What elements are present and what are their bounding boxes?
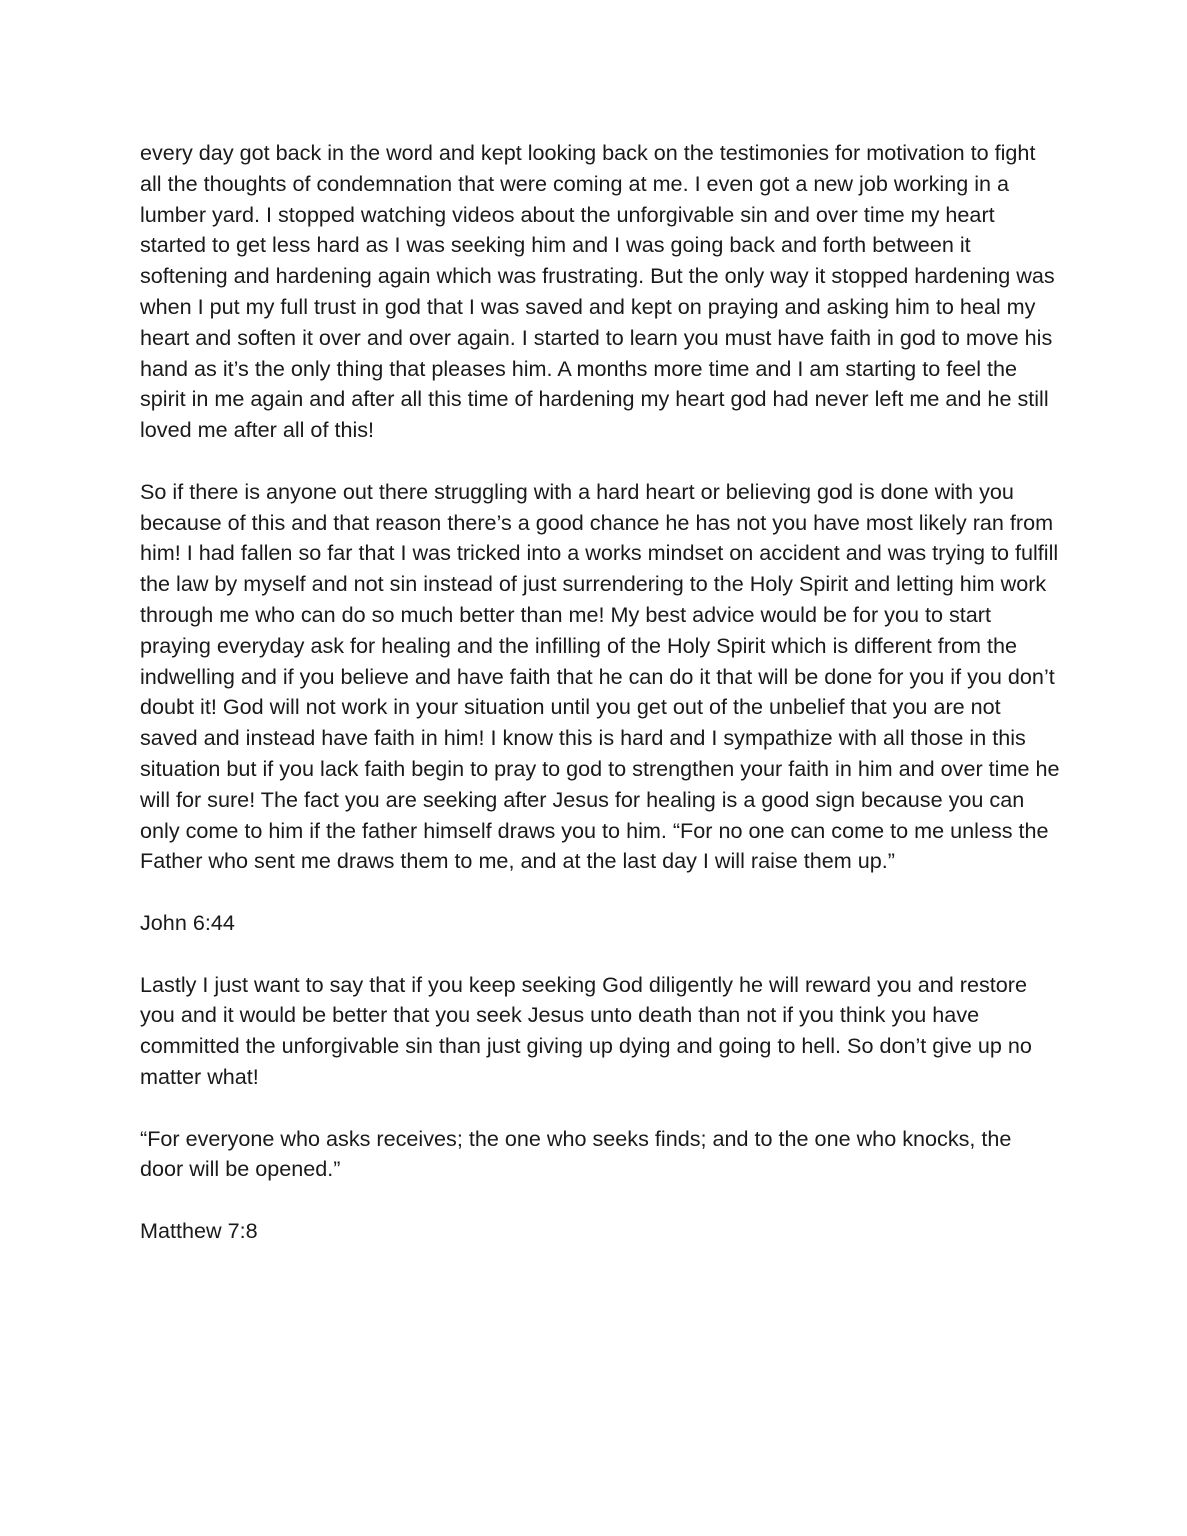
scripture-reference-john: John 6:44: [140, 909, 235, 935]
paragraph-advice: So if there is anyone out there struggling with a hard heart or believing god is done with you because of this and that reason there’s a good chance he has not you have most likely ran from him! I had fallen so far that I was tricked into a works mindset on accident and was trying to fulfill the law by myself and not sin instead of just surrendering to the Holy Spirit and letting him work through me who can do so much better than me! My best advice would be for you to start praying everyday ask for healing and the infilling of the Holy Spirit which is different from the indwelling and if you believe and have faith that he can do it that will be done for you if you don’t doubt it! God will not work in your situation until you get out of the unbelief that you are not saved and instead have faith in him! I know this is hard and I sympathize with all those in this situation but if you lack faith begin to pray to god to strengthen your faith in him and over time he will for sure! The fact you are seeking after Jesus for healing is a good sign because you can only come to him if the father himself draws you to him. “For no one can come to me unless the Father who sent me draws them to me, and at the last day I will raise them up.”: [140, 478, 1060, 874]
scripture-quote-matthew: “For everyone who asks receives; the one who seeks finds; and to the one who knocks, the door will be opened.”: [140, 1125, 1012, 1182]
paragraph-testimony: every day got back in the word and kept looking back on the testimonies for motivation to fight all the thoughts of condemnation that were coming at me. I even got a new job working in a lumber yard. I stopped watching videos about the unforgivable sin and over time my heart started to get less hard as I was seeking him and I was going back and forth between it softening and hardening again which was frustrating. But the only way it stopped hardening was when I put my full trust in god that I was saved and kept on praying and asking him to heal my heart and soften it over and over again. I started to learn you must have faith in god to move his hand as it’s the only thing that pleases him. A months more time and I am starting to feel the spirit in me again and after all this time of hardening my heart god had never left me and he still loved me after all of this!: [140, 140, 1055, 443]
paragraph-closing: Lastly I just want to say that if you keep seeking God diligently he will reward you and restore you and it would be better that you seek Jesus unto death than not if you think you have committed the unforgivable sin than just giving up dying and going to hell. So don’t give up no matter what!: [140, 971, 1032, 1089]
document-body: [140, 138, 1060, 1277]
scripture-reference-matthew: Matthew 7:8: [140, 1217, 258, 1243]
